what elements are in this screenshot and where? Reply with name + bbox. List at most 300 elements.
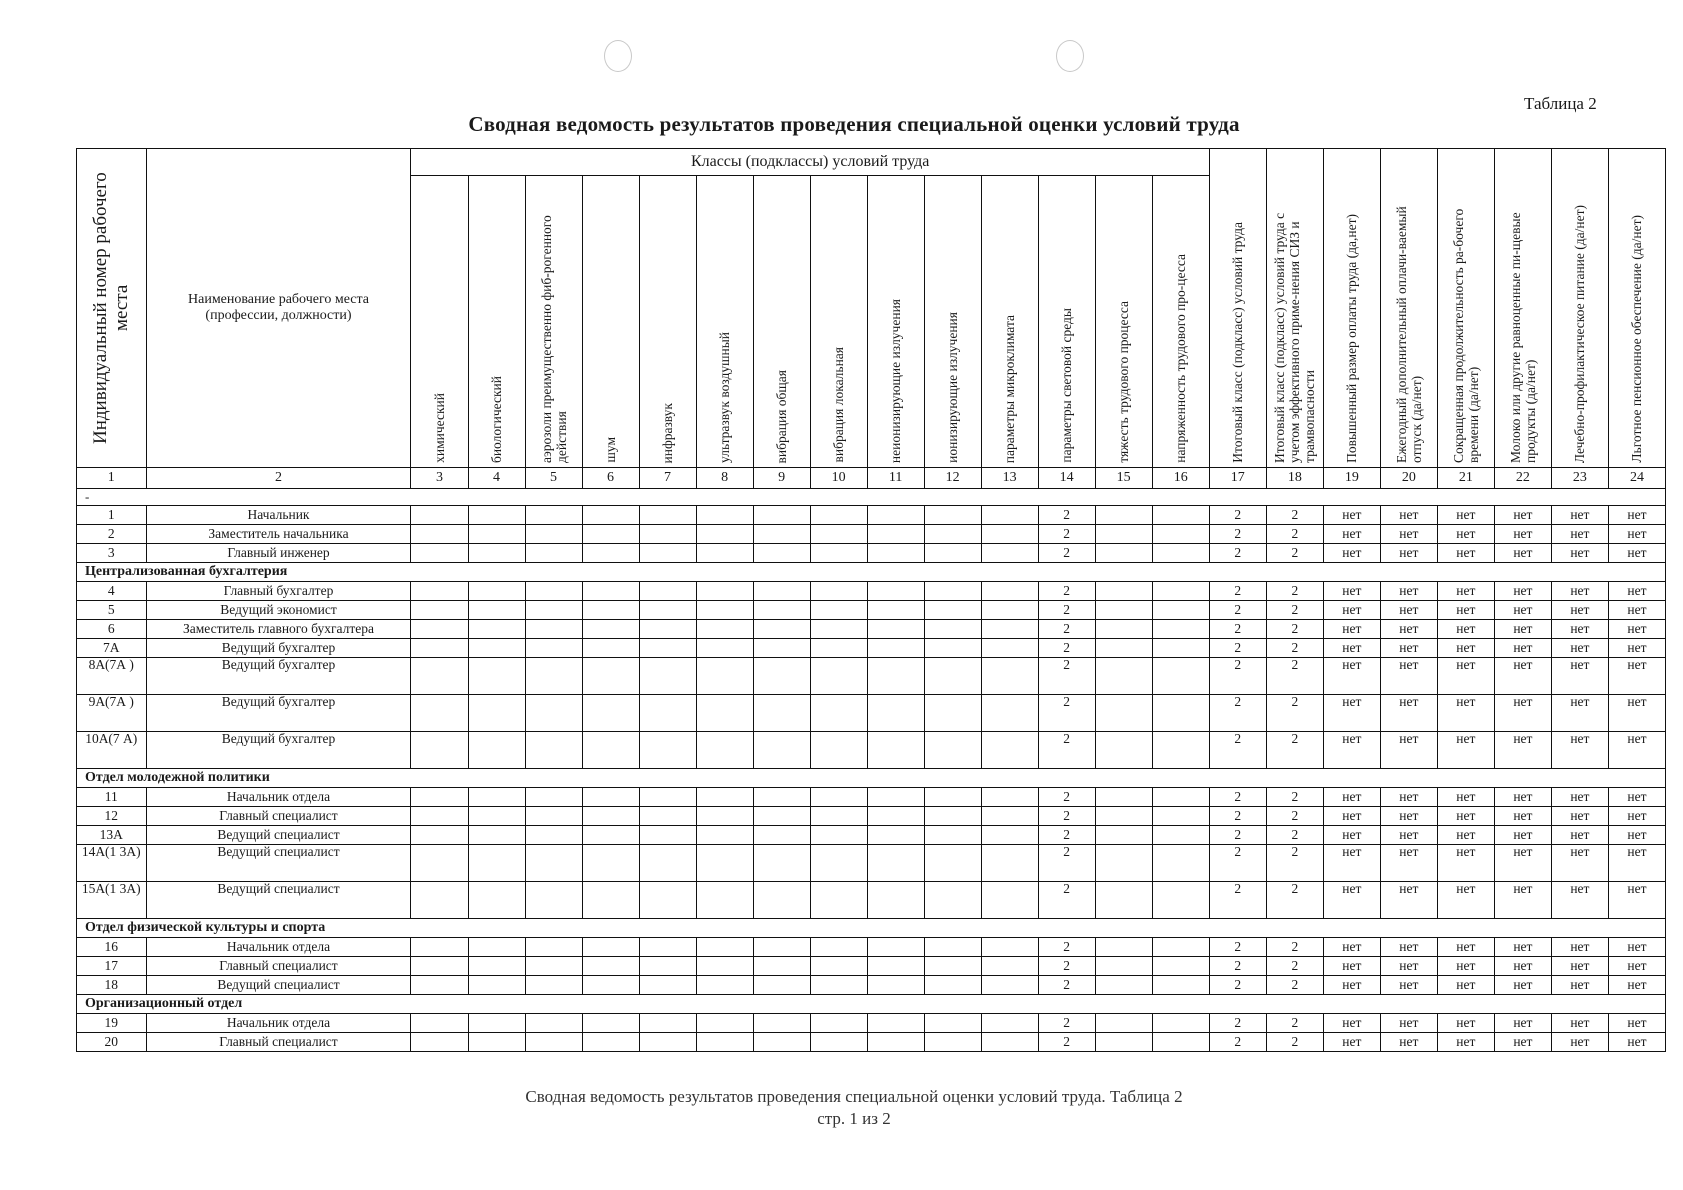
empty-factor-cell — [639, 732, 696, 769]
empty-factor-cell — [753, 525, 810, 544]
guarantee-flag: нет — [1437, 1033, 1494, 1052]
header-factor-label: инфразвук — [660, 402, 676, 463]
empty-factor-cell — [525, 732, 582, 769]
final-class-ppe: 2 — [1266, 732, 1323, 769]
header-factor-15 — [1095, 176, 1152, 468]
empty-factor-cell — [468, 639, 525, 658]
guarantee-flag: нет — [1494, 506, 1551, 525]
empty-factor-cell — [582, 788, 639, 807]
empty-factor-cell — [582, 544, 639, 563]
empty-factor-cell — [411, 732, 468, 769]
table-row — [77, 826, 1666, 845]
empty-factor-cell — [525, 957, 582, 976]
column-number: 15 — [1095, 468, 1152, 489]
empty-factor-cell — [1152, 544, 1209, 563]
empty-factor-cell — [468, 695, 525, 732]
empty-factor-cell — [867, 658, 924, 695]
punch-hole-mark — [604, 40, 632, 72]
guarantee-flag: нет — [1608, 807, 1665, 826]
workplace-name: Ведущий специалист — [146, 976, 411, 995]
empty-factor-cell — [1152, 938, 1209, 957]
guarantee-flag: нет — [1608, 639, 1665, 658]
empty-factor-cell — [1095, 1014, 1152, 1033]
empty-factor-cell — [468, 620, 525, 639]
header-factor-label: параметры световой среды — [1059, 308, 1075, 463]
workplace-number: 6 — [77, 620, 147, 639]
header-factor-label: параметры микроклимата — [1002, 314, 1018, 463]
empty-factor-cell — [411, 826, 468, 845]
header-summary-22 — [1494, 149, 1551, 468]
column-number: 24 — [1608, 468, 1665, 489]
header-factor-3 — [411, 176, 468, 468]
guarantee-flag: нет — [1323, 601, 1380, 620]
empty-factor-cell — [696, 639, 753, 658]
guarantee-flag: нет — [1437, 639, 1494, 658]
workplace-name: Заместитель главного бухгалтера — [146, 620, 411, 639]
empty-factor-cell — [1095, 957, 1152, 976]
guarantee-flag: нет — [1551, 938, 1608, 957]
empty-factor-cell — [582, 506, 639, 525]
guarantee-flag: нет — [1380, 544, 1437, 563]
empty-factor-cell — [810, 807, 867, 826]
empty-factor-cell — [1152, 807, 1209, 826]
header-factor-label: тяжесть трудового процесса — [1116, 301, 1132, 463]
guarantee-flag: нет — [1437, 601, 1494, 620]
empty-factor-cell — [810, 620, 867, 639]
empty-factor-cell — [639, 882, 696, 919]
empty-factor-cell — [468, 506, 525, 525]
guarantee-flag: нет — [1380, 845, 1437, 882]
final-class-ppe: 2 — [1266, 957, 1323, 976]
empty-factor-cell — [753, 845, 810, 882]
empty-factor-cell — [1152, 582, 1209, 601]
empty-factor-cell — [639, 1014, 696, 1033]
empty-factor-cell — [468, 976, 525, 995]
empty-factor-cell — [1152, 525, 1209, 544]
empty-factor-cell — [525, 639, 582, 658]
guarantee-flag: нет — [1494, 582, 1551, 601]
guarantee-flag: нет — [1494, 938, 1551, 957]
empty-factor-cell — [924, 732, 981, 769]
empty-factor-cell — [525, 506, 582, 525]
guarantee-flag: нет — [1323, 582, 1380, 601]
empty-factor-cell — [468, 788, 525, 807]
empty-factor-cell — [411, 788, 468, 807]
empty-factor-cell — [924, 1014, 981, 1033]
empty-factor-cell — [696, 957, 753, 976]
empty-factor-cell — [639, 639, 696, 658]
table-row — [77, 788, 1666, 807]
footer-page-number: стр. 1 из 2 — [817, 1109, 891, 1128]
empty-factor-cell — [810, 695, 867, 732]
guarantee-flag: нет — [1380, 620, 1437, 639]
header-factor-label: биологический — [489, 375, 504, 463]
guarantee-flag: нет — [1437, 1014, 1494, 1033]
empty-factor-cell — [582, 957, 639, 976]
final-class: 2 — [1209, 658, 1266, 695]
workplace-number: 4 — [77, 582, 147, 601]
empty-factor-cell — [525, 658, 582, 695]
empty-factor-cell — [1152, 732, 1209, 769]
column-number: 7 — [639, 468, 696, 489]
empty-factor-cell — [867, 807, 924, 826]
empty-factor-cell — [411, 938, 468, 957]
empty-factor-cell — [924, 582, 981, 601]
column-number: 6 — [582, 468, 639, 489]
final-class: 2 — [1209, 938, 1266, 957]
guarantee-flag: нет — [1380, 807, 1437, 826]
final-class-ppe: 2 — [1266, 525, 1323, 544]
table-header — [77, 149, 1666, 489]
guarantee-flag: нет — [1437, 788, 1494, 807]
guarantee-flag: нет — [1494, 1033, 1551, 1052]
empty-factor-cell — [468, 826, 525, 845]
workplace-name: Начальник — [146, 506, 411, 525]
guarantee-flag: нет — [1323, 695, 1380, 732]
guarantee-flag: нет — [1437, 976, 1494, 995]
empty-factor-cell — [753, 732, 810, 769]
empty-factor-cell — [468, 732, 525, 769]
workplace-number: 20 — [77, 1033, 147, 1052]
workplace-name: Ведущий бухгалтер — [146, 732, 411, 769]
empty-factor-cell — [468, 582, 525, 601]
empty-factor-cell — [468, 807, 525, 826]
empty-factor-cell — [582, 695, 639, 732]
empty-factor-cell — [696, 620, 753, 639]
header-factor-label: вибрация общая — [774, 369, 790, 463]
empty-factor-cell — [924, 826, 981, 845]
empty-factor-cell — [981, 620, 1038, 639]
empty-factor-cell — [525, 807, 582, 826]
table-row — [77, 544, 1666, 563]
final-class: 2 — [1209, 1014, 1266, 1033]
workplace-name: Ведущий бухгалтер — [146, 658, 411, 695]
empty-factor-cell — [867, 582, 924, 601]
workplace-number: 19 — [77, 1014, 147, 1033]
empty-factor-cell — [1095, 582, 1152, 601]
guarantee-flag: нет — [1380, 826, 1437, 845]
header-factor-13 — [981, 176, 1038, 468]
table-row — [77, 938, 1666, 957]
empty-factor-cell — [867, 1014, 924, 1033]
workplace-name: Ведущий специалист — [146, 826, 411, 845]
empty-factor-cell — [525, 601, 582, 620]
empty-factor-cell — [1152, 658, 1209, 695]
empty-factor-cell — [810, 882, 867, 919]
empty-factor-cell — [468, 525, 525, 544]
final-class-ppe: 2 — [1266, 845, 1323, 882]
empty-factor-cell — [924, 845, 981, 882]
header-factor-8 — [696, 176, 753, 468]
workplace-name: Главный специалист — [146, 1033, 411, 1052]
light-environment-class: 2 — [1038, 845, 1095, 882]
guarantee-flag: нет — [1380, 525, 1437, 544]
column-number: 18 — [1266, 468, 1323, 489]
header-factor-11 — [867, 176, 924, 468]
final-class: 2 — [1209, 732, 1266, 769]
empty-factor-cell — [810, 525, 867, 544]
light-environment-class: 2 — [1038, 957, 1095, 976]
header-factor-label: аэрозоли преимущественно фиб-рогенного действия — [538, 215, 569, 463]
empty-factor-cell — [411, 544, 468, 563]
empty-factor-cell — [1095, 695, 1152, 732]
table-row — [77, 620, 1666, 639]
empty-factor-cell — [411, 506, 468, 525]
empty-factor-cell — [867, 732, 924, 769]
guarantee-flag: нет — [1323, 938, 1380, 957]
section-row — [77, 769, 1666, 788]
empty-factor-cell — [981, 957, 1038, 976]
empty-factor-cell — [525, 1033, 582, 1052]
light-environment-class: 2 — [1038, 506, 1095, 525]
empty-factor-cell — [468, 544, 525, 563]
guarantee-flag: нет — [1551, 807, 1608, 826]
section-row — [77, 563, 1666, 582]
light-environment-class: 2 — [1038, 882, 1095, 919]
empty-factor-cell — [810, 938, 867, 957]
document-title: Сводная ведомость результатов проведения специальной оценки условий труда — [468, 112, 1240, 136]
empty-factor-cell — [411, 845, 468, 882]
guarantee-flag: нет — [1608, 845, 1665, 882]
header-factor-label: неионизирующие излучения — [888, 298, 904, 463]
empty-factor-cell — [696, 1033, 753, 1052]
guarantee-flag: нет — [1608, 882, 1665, 919]
workplace-number: 13А — [77, 826, 147, 845]
empty-factor-cell — [753, 601, 810, 620]
final-class: 2 — [1209, 788, 1266, 807]
guarantee-flag: нет — [1551, 976, 1608, 995]
section-title: Отдел физической культуры и спорта — [77, 919, 1666, 938]
workplace-number: 2 — [77, 525, 147, 544]
guarantee-flag: нет — [1551, 658, 1608, 695]
empty-factor-cell — [753, 639, 810, 658]
empty-factor-cell — [1095, 976, 1152, 995]
column-number: 1 — [77, 468, 147, 489]
column-number: 12 — [924, 468, 981, 489]
table-row — [77, 695, 1666, 732]
empty-factor-cell — [582, 582, 639, 601]
light-environment-class: 2 — [1038, 525, 1095, 544]
empty-factor-cell — [1095, 826, 1152, 845]
final-class-ppe: 2 — [1266, 601, 1323, 620]
light-environment-class: 2 — [1038, 826, 1095, 845]
guarantee-flag: нет — [1608, 732, 1665, 769]
empty-factor-cell — [582, 938, 639, 957]
empty-factor-cell — [411, 620, 468, 639]
workplace-number: 7А — [77, 639, 147, 658]
guarantee-flag: нет — [1551, 1014, 1608, 1033]
empty-factor-cell — [525, 1014, 582, 1033]
empty-factor-cell — [924, 976, 981, 995]
empty-factor-cell — [924, 639, 981, 658]
light-environment-class: 2 — [1038, 639, 1095, 658]
empty-factor-cell — [582, 639, 639, 658]
table-row — [77, 506, 1666, 525]
empty-factor-cell — [1095, 601, 1152, 620]
table-row — [77, 845, 1666, 882]
empty-factor-cell — [582, 882, 639, 919]
empty-factor-cell — [981, 826, 1038, 845]
guarantee-flag: нет — [1437, 658, 1494, 695]
empty-factor-cell — [411, 957, 468, 976]
empty-factor-cell — [1095, 807, 1152, 826]
guarantee-flag: нет — [1494, 788, 1551, 807]
column-number: 10 — [810, 468, 867, 489]
column-number: 4 — [468, 468, 525, 489]
column-number: 2 — [146, 468, 411, 489]
column-number: 5 — [525, 468, 582, 489]
empty-factor-cell — [525, 582, 582, 601]
guarantee-flag: нет — [1608, 1014, 1665, 1033]
empty-factor-cell — [1095, 845, 1152, 882]
final-class-ppe: 2 — [1266, 882, 1323, 919]
empty-factor-cell — [411, 658, 468, 695]
guarantee-flag: нет — [1323, 1014, 1380, 1033]
guarantee-flag: нет — [1380, 957, 1437, 976]
empty-factor-cell — [582, 845, 639, 882]
empty-factor-cell — [981, 658, 1038, 695]
header-workplace-name — [146, 149, 411, 468]
header-factor-7 — [639, 176, 696, 468]
guarantee-flag: нет — [1437, 695, 1494, 732]
empty-factor-cell — [981, 601, 1038, 620]
empty-factor-cell — [753, 620, 810, 639]
column-number: 21 — [1437, 468, 1494, 489]
guarantee-flag: нет — [1380, 1033, 1437, 1052]
empty-factor-cell — [1152, 845, 1209, 882]
empty-factor-cell — [753, 544, 810, 563]
empty-factor-cell — [411, 1014, 468, 1033]
empty-factor-cell — [1152, 639, 1209, 658]
guarantee-flag: нет — [1380, 1014, 1437, 1033]
final-class: 2 — [1209, 882, 1266, 919]
empty-factor-cell — [867, 957, 924, 976]
guarantee-flag: нет — [1323, 882, 1380, 919]
workplace-number: 8А(7А ) — [77, 658, 147, 695]
header-summary-label: Итоговый класс (подкласс) условий труда с учетом эффективного приме-нения СИЗ и трамвопасности — [1272, 212, 1318, 463]
light-environment-class: 2 — [1038, 1033, 1095, 1052]
guarantee-flag: нет — [1380, 695, 1437, 732]
guarantee-flag: нет — [1551, 695, 1608, 732]
table-row — [77, 807, 1666, 826]
empty-factor-cell — [582, 732, 639, 769]
light-environment-class: 2 — [1038, 1014, 1095, 1033]
empty-factor-cell — [753, 582, 810, 601]
table-row — [77, 732, 1666, 769]
header-summary-18 — [1266, 149, 1323, 468]
empty-factor-cell — [981, 938, 1038, 957]
empty-factor-cell — [696, 732, 753, 769]
guarantee-flag: нет — [1494, 620, 1551, 639]
empty-factor-cell — [468, 845, 525, 882]
empty-factor-cell — [924, 788, 981, 807]
empty-factor-cell — [639, 582, 696, 601]
guarantee-flag: нет — [1608, 544, 1665, 563]
empty-factor-cell — [696, 506, 753, 525]
empty-factor-cell — [981, 639, 1038, 658]
empty-factor-cell — [810, 845, 867, 882]
workplace-name: Заместитель начальника — [146, 525, 411, 544]
empty-factor-cell — [1095, 938, 1152, 957]
empty-factor-cell — [810, 544, 867, 563]
guarantee-flag: нет — [1437, 525, 1494, 544]
empty-factor-cell — [981, 788, 1038, 807]
header-factor-9 — [753, 176, 810, 468]
header-summary-label: Итоговый класс (подкласс) условий труда — [1230, 222, 1246, 463]
empty-factor-cell — [639, 658, 696, 695]
guarantee-flag: нет — [1437, 845, 1494, 882]
empty-factor-cell — [753, 807, 810, 826]
empty-factor-cell — [981, 976, 1038, 995]
final-class-ppe: 2 — [1266, 582, 1323, 601]
empty-factor-cell — [753, 938, 810, 957]
column-number: 3 — [411, 468, 468, 489]
empty-factor-cell — [810, 732, 867, 769]
guarantee-flag: нет — [1437, 807, 1494, 826]
empty-factor-cell — [1095, 732, 1152, 769]
empty-factor-cell — [981, 506, 1038, 525]
empty-factor-cell — [867, 882, 924, 919]
workplace-number: 12 — [77, 807, 147, 826]
empty-factor-cell — [525, 525, 582, 544]
header-summary-17 — [1209, 149, 1266, 468]
punch-hole-mark — [1056, 40, 1084, 72]
guarantee-flag: нет — [1323, 807, 1380, 826]
column-number-row — [77, 468, 1666, 489]
column-number: 14 — [1038, 468, 1095, 489]
header-summary-label: Льготное пенсионное обеспечение (да/нет) — [1629, 215, 1645, 463]
header-factor-12 — [924, 176, 981, 468]
final-class: 2 — [1209, 506, 1266, 525]
page-footer — [300, 1086, 1408, 1130]
final-class: 2 — [1209, 957, 1266, 976]
guarantee-flag: нет — [1551, 525, 1608, 544]
empty-factor-cell — [867, 845, 924, 882]
guarantee-flag: нет — [1380, 506, 1437, 525]
empty-factor-cell — [867, 788, 924, 807]
empty-factor-cell — [810, 1014, 867, 1033]
guarantee-flag: нет — [1323, 732, 1380, 769]
guarantee-flag: нет — [1323, 1033, 1380, 1052]
workplace-number: 3 — [77, 544, 147, 563]
empty-factor-cell — [810, 601, 867, 620]
table-body — [77, 489, 1666, 1052]
empty-factor-cell — [639, 957, 696, 976]
empty-factor-cell — [696, 845, 753, 882]
empty-factor-cell — [696, 1014, 753, 1033]
empty-factor-cell — [696, 695, 753, 732]
header-factor-label: вибрация локальная — [831, 347, 847, 463]
final-class: 2 — [1209, 601, 1266, 620]
empty-factor-cell — [924, 525, 981, 544]
guarantee-flag: нет — [1608, 826, 1665, 845]
workplace-number: 1 — [77, 506, 147, 525]
final-class-ppe: 2 — [1266, 826, 1323, 845]
empty-factor-cell — [525, 620, 582, 639]
workplace-number: 18 — [77, 976, 147, 995]
guarantee-flag: нет — [1551, 506, 1608, 525]
header-factor-label: шум — [603, 437, 619, 463]
empty-factor-cell — [981, 845, 1038, 882]
guarantee-flag: нет — [1551, 601, 1608, 620]
empty-factor-cell — [696, 601, 753, 620]
light-environment-class: 2 — [1038, 601, 1095, 620]
empty-factor-cell — [867, 620, 924, 639]
guarantee-flag: нет — [1380, 938, 1437, 957]
empty-factor-cell — [1095, 882, 1152, 919]
final-class: 2 — [1209, 1033, 1266, 1052]
table-row — [77, 525, 1666, 544]
